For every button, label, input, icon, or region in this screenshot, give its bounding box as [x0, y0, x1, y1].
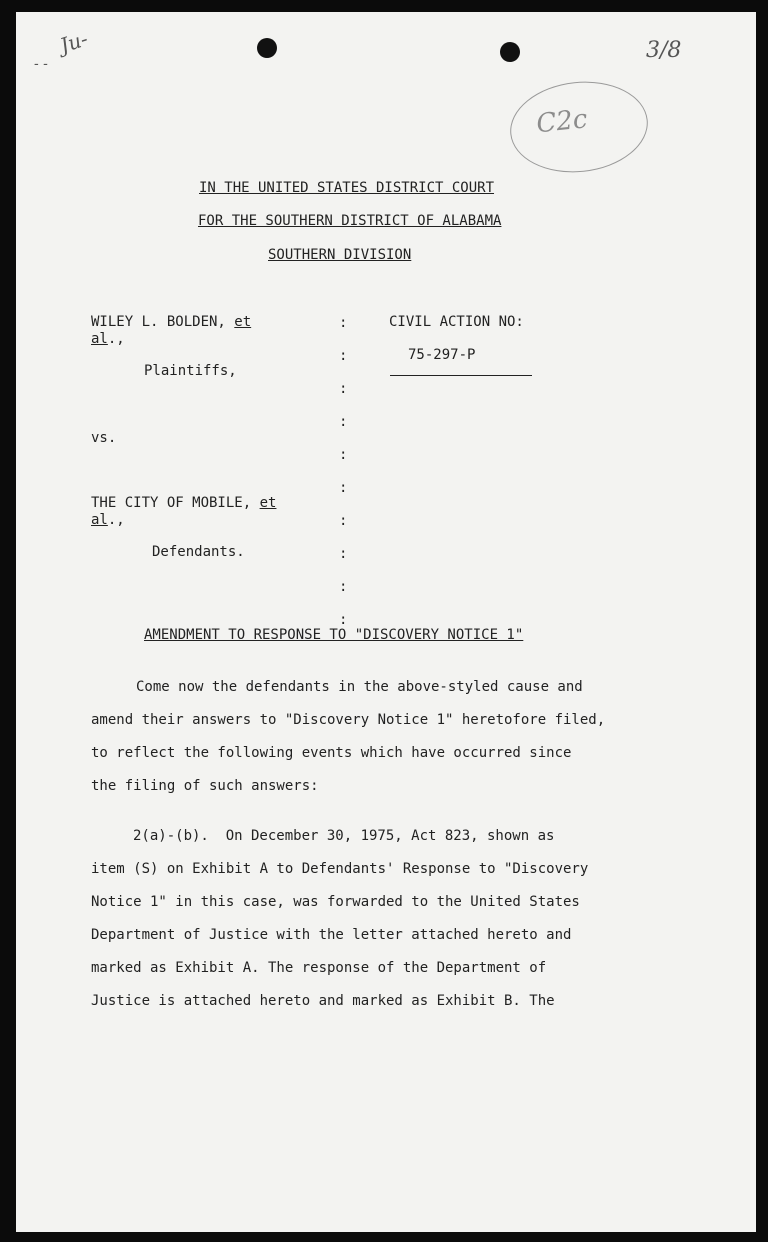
paragraph-line: 2(a)-(b). On December 30, 1975, Act 823, shown as: [133, 828, 555, 844]
paragraph-line: Justice is attached hereto and marked as Exhibit B. The: [91, 993, 555, 1009]
colon: :: [339, 612, 348, 628]
court-name-line1: IN THE UNITED STATES DISTRICT COURT: [199, 180, 495, 196]
plaintiff-role: Plaintiffs,: [144, 363, 237, 379]
civil-action-label: CIVIL ACTION NO:: [389, 314, 524, 330]
colon: :: [339, 480, 348, 496]
document-title: AMENDMENT TO RESPONSE TO "DISCOVERY NOTICE 1": [144, 627, 524, 643]
colon: :: [339, 546, 348, 562]
defendant-name: THE CITY OF MOBILE, et: [91, 495, 277, 511]
defendant-al: al.,: [91, 512, 125, 528]
paragraph-line: the filing of such answers:: [91, 778, 319, 794]
defendant-role: Defendants.: [152, 544, 245, 560]
paragraph-line: item (S) on Exhibit A to Defendants' Response to "Discovery: [91, 861, 589, 877]
paragraph-line: amend their answers to "Discovery Notice 1" heretofore filed,: [91, 712, 606, 728]
paragraph-line: to reflect the following events which have occurred since: [91, 745, 572, 761]
plaintiff-al: al.,: [91, 331, 125, 347]
colon: :: [339, 579, 348, 595]
colon: :: [339, 447, 348, 463]
paragraph-line: marked as Exhibit A. The response of the Department of: [91, 960, 547, 976]
paragraph-line: Notice 1" in this case, was forwarded to the United States: [91, 894, 580, 910]
plaintiff-name: WILEY L. BOLDEN, et: [91, 314, 252, 330]
court-name-line2: FOR THE SOUTHERN DISTRICT OF ALABAMA: [198, 213, 502, 229]
circled-note-text: C2c: [534, 104, 589, 140]
paragraph-line: Come now the defendants in the above-styled cause and: [136, 679, 583, 695]
punch-hole-right: [500, 42, 520, 62]
colon: :: [339, 315, 348, 331]
handwritten-page-number: 3/8: [646, 38, 682, 63]
court-division: SOUTHERN DIVISION: [268, 247, 412, 263]
colon: :: [339, 513, 348, 529]
handwritten-mark-top-left: Ju-: [56, 26, 91, 58]
colon: :: [339, 414, 348, 430]
paragraph-line: Department of Justice with the letter attached hereto and: [91, 927, 572, 943]
colon: :: [339, 381, 348, 397]
defendant-et: et: [259, 495, 277, 511]
versus: vs.: [91, 430, 117, 446]
handwritten-dashes: - -: [34, 56, 48, 72]
handwritten-circled-note: [506, 75, 653, 179]
case-number: 75-297-P: [408, 347, 476, 363]
plaintiff-et: et: [234, 314, 252, 330]
document-page: [16, 12, 756, 1232]
punch-hole-left: [257, 38, 277, 58]
colon: :: [339, 348, 348, 364]
